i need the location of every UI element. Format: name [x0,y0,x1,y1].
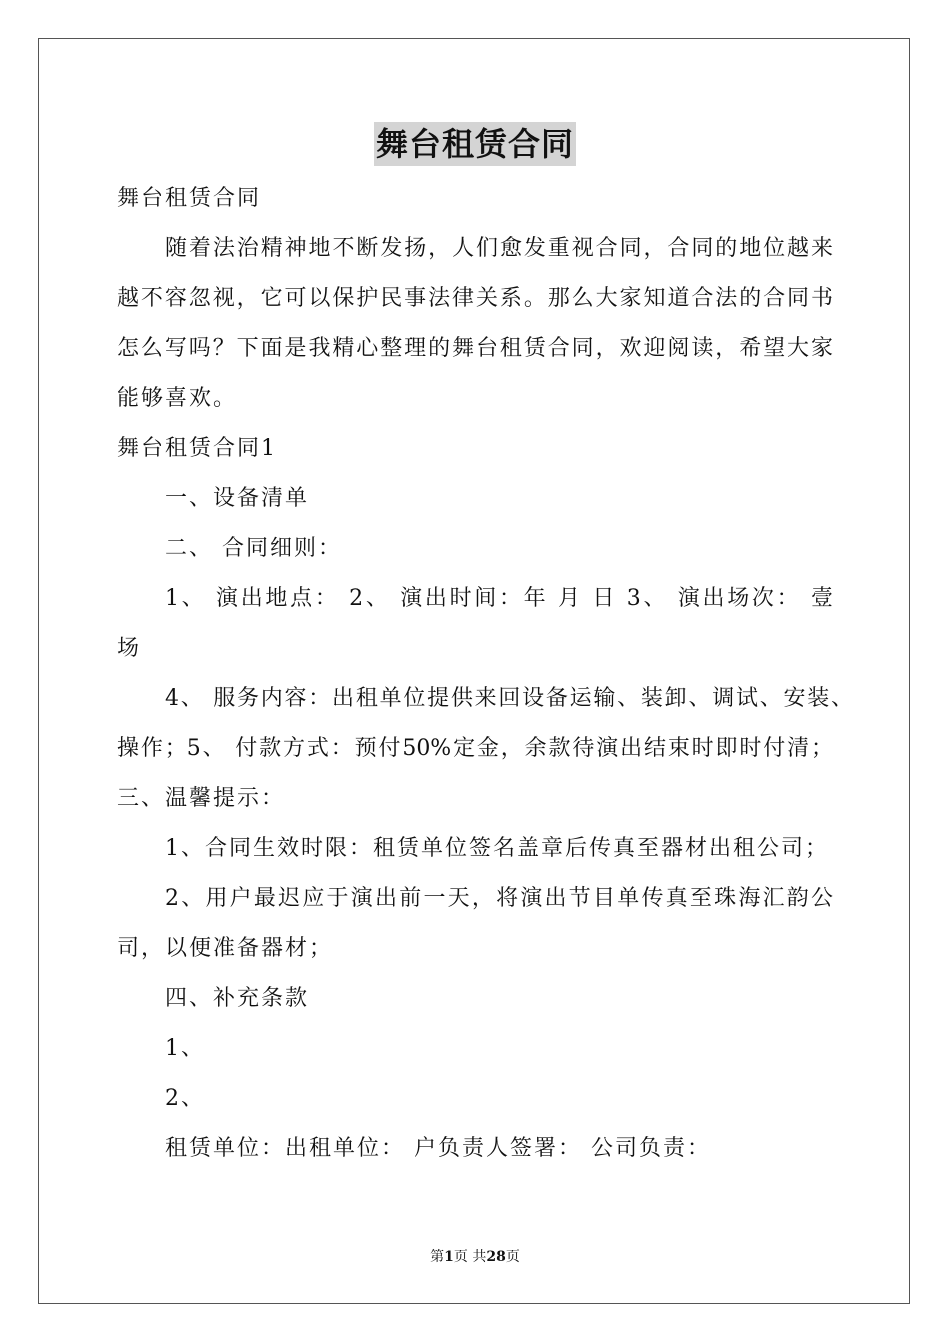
footer-prefix: 第 [430,1249,445,1265]
section-heading: 舞台租赁合同1 [117,436,277,461]
clause-equipment-list: 一、设备清单 [165,486,310,511]
intro-line-3: 怎么写吗？下面是我精心整理的舞台租赁合同，欢迎阅读，希望大家 [117,336,833,361]
reminder-line-1: 1、合同生效时限：租赁单位签名盖章后传真至器材出租公司； [165,836,829,861]
page-border [38,38,910,1304]
intro-line-2: 越不容忽视，它可以保护民事法律关系。那么大家知道合法的合同书 [117,286,833,311]
intro-line-1: 随着法治精神地不断发扬，人们愈发重视合同，合同的地位越来 [165,236,833,261]
subtitle-line: 舞台租赁合同 [117,186,262,211]
detail-line-2: 场 [117,636,142,661]
footer-suffix: 页 [505,1249,520,1265]
detail-line-1: 1、 演出地点： 2、 演出时间：年 月 日 3、 演出场次： 壹 [165,586,833,611]
footer-mid: 页 共 [453,1249,487,1265]
footer-total-pages: 28 [486,1249,506,1265]
clause-reminders: 三、温馨提示： [117,786,286,811]
clause-supplementary: 四、补充条款 [165,986,310,1011]
intro-line-4: 能够喜欢。 [117,386,238,411]
supplementary-item-2: 2、 [165,1086,205,1111]
footer-page-number: 1 [444,1249,454,1265]
clause-contract-details: 二、 合同细则： [165,536,342,561]
title-container [0,122,950,166]
detail-line-4: 操作；5、 付款方式：预付50%定金，余款待演出结束时即时付清； [117,736,833,761]
signature-line: 租赁单位：出租单位： 户负责人签署： 公司负责： [165,1136,711,1161]
page-footer [0,1247,950,1267]
reminder-line-2: 2、用户最迟应于演出前一天，将演出节目单传真至珠海汇韵公 [165,886,833,911]
detail-line-3: 4、 服务内容：出租单位提供来回设备运输、装卸、调试、安装、 [165,686,853,711]
reminder-line-3: 司，以便准备器材； [117,936,334,961]
supplementary-item-1: 1、 [165,1036,205,1061]
document-title: 舞台租赁合同 [374,122,576,166]
